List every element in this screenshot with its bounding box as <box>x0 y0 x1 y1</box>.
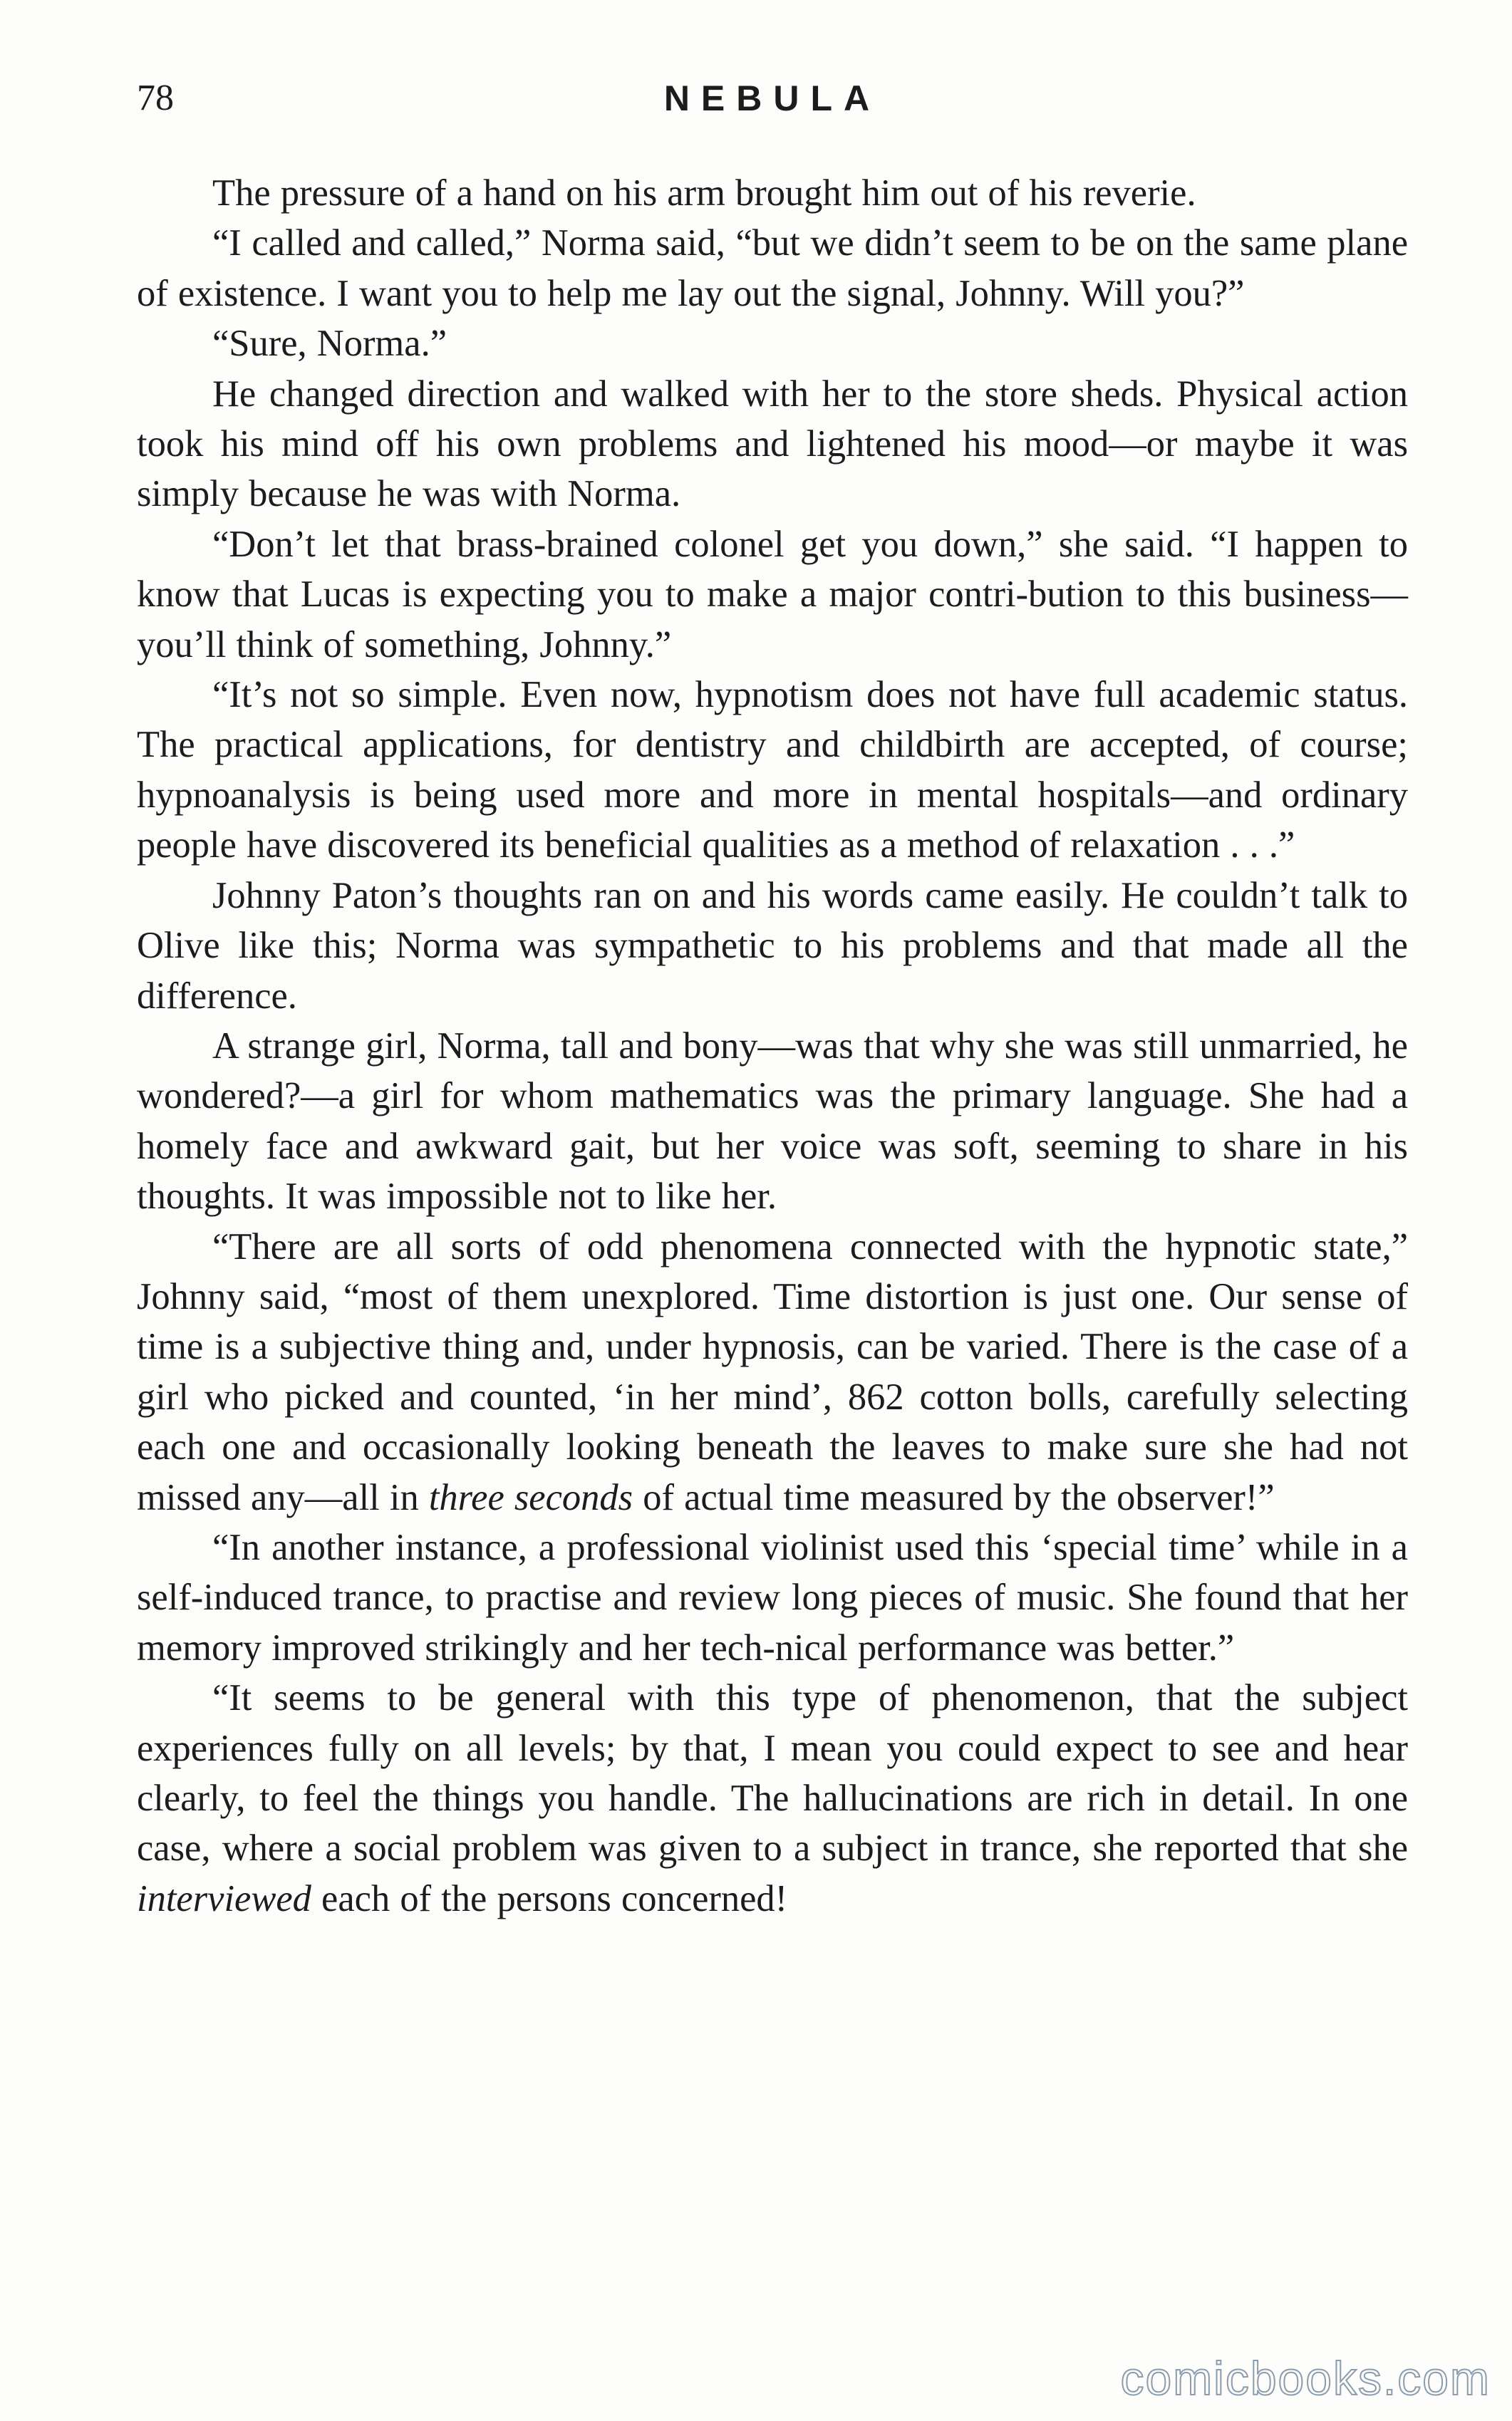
page-number: 78 <box>137 78 174 118</box>
paragraph <box>137 168 1408 218</box>
paragraph-text: “Don’t let that brass-brained colonel get you down,” she said. “I happen to know that Lucas is expecting you to make a major contri-bution to this business—you’ll think of something, Johnny.” <box>137 523 1408 665</box>
paragraph-text: “There are all sorts of odd phenomena connected with the hypnotic state,” Johnny said, “most of them unexplored. Time distortion is just one. Our sense of time is a subjective thing and, under hypnosis, can be varied. There is the case of a girl who picked and counted, ‘in her mind’, 862 cotton bolls, carefully selecting each one and occasionally looking beneath the leaves to make sure she had not missed any—all in <box>137 1225 1408 1518</box>
paragraph-text: A strange girl, Norma, tall and bony—was that why she was still unmarried, he wondered?—a girl for whom mathematics was the primary language. She had a homely face and awkward gait, but her voice was soft, seeming to share in his thoughts. It was impossible not to like her. <box>137 1025 1408 1218</box>
paragraph <box>137 1222 1408 1523</box>
paragraph-text: “It seems to be general with this type of phenomenon, that the subject experiences fully on all levels; by that, I mean you could expect to see and hear clearly, to feel the things you handle. The hallucinations are rich in detail. In one case, where a social problem was given to a subject in trance, she reported that she <box>137 1677 1408 1870</box>
paragraph <box>137 670 1408 871</box>
paragraph-text: He changed direction and walked with her to the store sheds. Physical action took his mind off his own problems and lightened his mood—or maybe it was simply because he was with Norma. <box>137 373 1408 515</box>
paragraph-text: “It’s not so simple. Even now, hypnotism does not have full academic status. The practical applications, for dentistry and childbirth are accepted, of course; hypnoanalysis is being used more and more in mental hospitals—and ordinary people have discovered its beneficial qualities as a method of relaxation . . .” <box>137 674 1408 866</box>
watermark: comicbooks.com <box>1120 2352 1491 2405</box>
paragraph-text: The pressure of a hand on his arm brought him out of his reverie. <box>212 172 1196 214</box>
paragraph-text: “I called and called,” Norma said, “but we didn’t seem to be on the same plane of existence. I want you to help me lay out the signal, Johnny. Will you?” <box>137 222 1408 314</box>
running-head: NEBULA <box>663 78 881 118</box>
italic-text: three seconds <box>428 1476 633 1518</box>
paragraph-text: “In another instance, a professional violinist used this ‘special time’ while in a self-induced trance, to practise and review long pieces of music. She found that her memory improved strikingly and her tech-nical performance was better.” <box>137 1526 1408 1669</box>
paragraph <box>137 369 1408 519</box>
paragraph <box>137 871 1408 1021</box>
paragraph-text: each of the persons concerned! <box>311 1877 788 1919</box>
paragraph <box>137 1523 1408 1673</box>
paragraph <box>137 1021 1408 1222</box>
paragraph-text: “Sure, Norma.” <box>212 323 447 365</box>
paragraph <box>137 519 1408 670</box>
paragraph-text: of actual time measured by the observer!” <box>633 1476 1275 1518</box>
paragraph <box>137 218 1408 318</box>
paragraph-text: Johnny Paton’s thoughts ran on and his words came easily. He couldn’t talk to Olive like this; Norma was sympathetic to his problems and that made all the difference. <box>137 874 1408 1017</box>
italic-text: interviewed <box>137 1877 311 1919</box>
paragraph <box>137 1673 1408 1924</box>
page-header <box>137 70 1408 127</box>
body-text <box>137 168 1408 1924</box>
paragraph <box>137 318 1408 368</box>
